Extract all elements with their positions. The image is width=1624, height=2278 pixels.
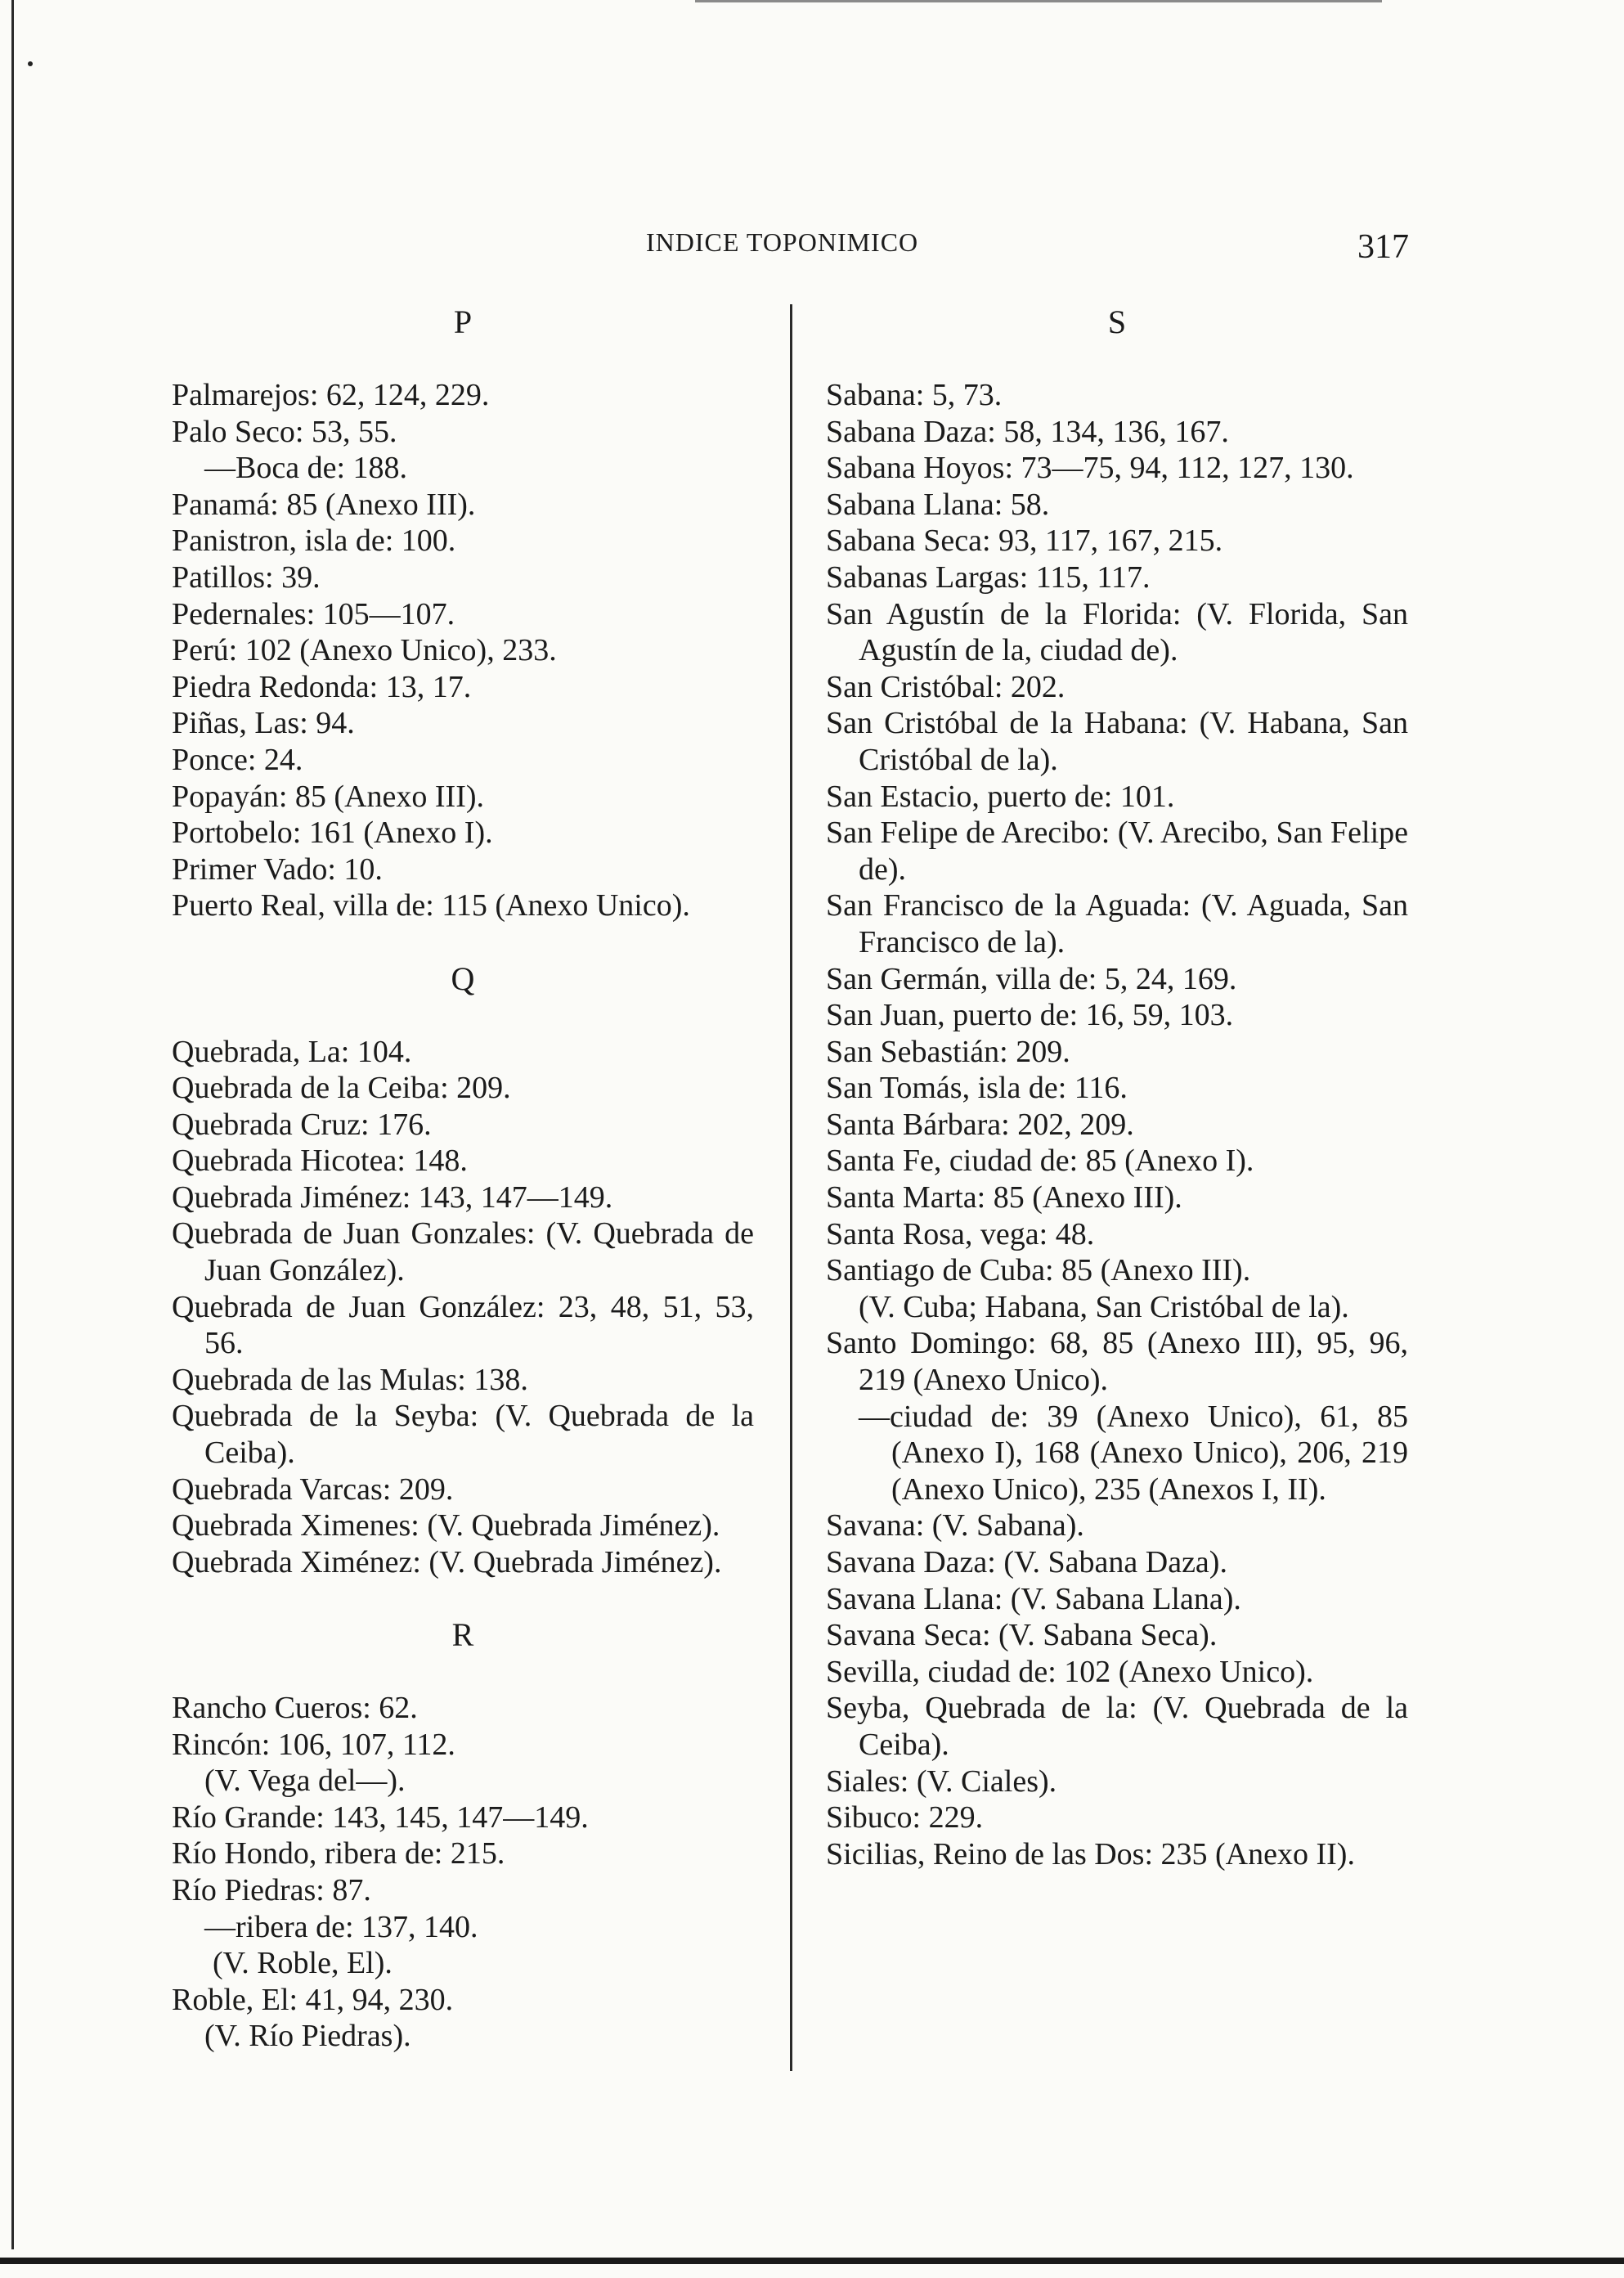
index-entry: Quebrada Jiménez: 143, 147—149. [172,1179,613,1215]
index-entry: Primer Vado: 10. [172,851,383,887]
column-divider [790,304,792,2071]
index-entry: Santa Fe, ciudad de: 85 (Anexo I). [826,1143,1254,1179]
index-entry: San Juan, puerto de: 16, 59, 103. [826,998,1234,1033]
top-edge-rule [695,0,1382,2]
index-entry: Santiago de Cuba: 85 (Anexo III). [826,1253,1251,1288]
index-entry: Savana Seca: (V. Sabana Seca). [826,1618,1218,1653]
index-entry: Quebrada de las Mulas: 138. [172,1362,528,1397]
index-entry: Santa Marta: 85 (Anexo III). [826,1180,1182,1215]
section-gap [172,924,754,961]
index-entry: Sabana Seca: 93, 117, 167, 215. [826,523,1223,559]
index-entry: Quebrada Ximénez: (V. Quebrada Jiménez). [172,1544,722,1579]
index-entry: Piñas, Las: 94. [172,706,355,741]
section-letter-q: Q [451,959,475,997]
index-entry: Sabana Hoyos: 73—75, 94, 112, 127, 130. [826,451,1354,486]
index-entry: Savana: (V. Sabana). [826,1508,1084,1543]
index-subentry: (V. Roble, El). [213,1946,393,1981]
index-entry: Río Hondo, ribera de: 215. [172,1836,505,1871]
index-entry: Quebrada Hicotea: 148. [172,1143,468,1179]
index-entry: Santa Rosa, vega: 48. [826,1216,1095,1251]
index-entry: Sabanas Largas: 115, 117. [826,559,1151,595]
right-index-column [826,304,1408,1872]
index-entry: Quebrada de Juan Gonzales: (V. Quebrada de Juan González). [172,1216,754,1288]
section-letter-r: R [451,1616,474,1653]
index-entry: San Sebastián: 209. [826,1034,1070,1069]
section-letter-s: S [1107,303,1127,340]
index-entry: San Cristóbal de la Habana: (V. Habana, San Cristóbal de la). [826,706,1408,777]
index-entry: Pedernales: 105—107. [172,596,455,631]
index-subentry: —ciudad de: 39 (Anexo Unico), 61, 85 (Anexo I), 168 (Anexo Unico), 206, 219 (Anexo Unico), 235 (Anexos I, II). [859,1399,1408,1507]
index-entry: Panamá: 85 (Anexo III). [172,487,476,522]
index-entry: San Germán, villa de: 5, 24, 169. [826,961,1237,996]
index-entry: Patillos: 39. [172,559,321,595]
index-entry: Ponce: 24. [172,742,303,777]
index-entry: Sevilla, ciudad de: 102 (Anexo Unico). [826,1654,1314,1689]
index-entry: San Francisco de la Aguada: (V. Aguada, San Francisco de la). [826,888,1408,959]
left-index-column [172,304,754,2055]
index-entry: Siales: (V. Ciales). [826,1764,1057,1799]
index-entry: Quebrada Varcas: 209. [172,1471,454,1507]
index-subentry: —ribera de: 137, 140. [204,1909,478,1944]
page-number: 317 [1357,228,1409,266]
index-entry: Portobelo: 161 (Anexo I). [172,815,493,851]
index-entry: Santo Domingo: 68, 85 (Anexo III), 95, 96, 219 (Anexo Unico). [826,1326,1408,1398]
index-entry: Quebrada Cruz: 176. [172,1107,432,1142]
index-entry: Sicilias, Reino de las Dos: 235 (Anexo II). [826,1836,1355,1871]
index-entry: San Felipe de Arecibo: (V. Arecibo, San Felipe de). [826,815,1408,887]
index-subentry: (V. Río Piedras). [204,2019,411,2054]
index-entry: Sibuco: 229. [826,1800,984,1835]
index-entry: Seyba, Quebrada de la: (V. Quebrada de la Ceiba). [826,1691,1408,1762]
index-entry: Rincón: 106, 107, 112. [172,1727,455,1762]
index-subentry: (V. Vega del—). [204,1764,406,1799]
section-letter-p: P [453,303,473,340]
index-entry: Piedra Redonda: 13, 17. [172,669,472,704]
section-gap [172,1580,754,1617]
index-entry: San Cristóbal: 202. [826,669,1065,704]
index-entry: Quebrada de la Ceiba: 209. [172,1071,511,1106]
index-entry: San Estacio, puerto de: 101. [826,779,1175,814]
index-entry: Panistron, isla de: 100. [172,523,456,559]
index-entry: Sabana Daza: 58, 134, 136, 167. [826,414,1229,449]
index-entry: Popayán: 85 (Anexo III). [172,779,485,814]
bottom-edge-rule [0,2258,1624,2264]
index-entry: Perú: 102 (Anexo Unico), 233. [172,633,557,668]
index-entry: Puerto Real, villa de: 115 (Anexo Unico). [172,888,690,923]
index-entry: San Tomás, isla de: 116. [826,1071,1128,1106]
index-entry: San Agustín de la Florida: (V. Florida, San Agustín de la, ciudad de). [826,596,1408,668]
index-entry: Palo Seco: 53, 55. [172,414,397,449]
index-entry: Santa Bárbara: 202, 209. [826,1107,1134,1142]
index-subentry: —Boca de: 188. [204,451,408,486]
index-entry: Savana Daza: (V. Sabana Daza). [826,1545,1227,1579]
index-entry: Savana Llana: (V. Sabana Llana). [826,1581,1241,1616]
index-entry: Roble, El: 41, 94, 230. [172,1982,454,2017]
index-entry: Sabana: 5, 73. [826,378,1003,412]
left-page-edge [11,0,14,2249]
index-entry: Quebrada de la Seyba: (V. Quebrada de la Ceiba). [172,1399,754,1471]
index-entry: Quebrada Ximenes: (V. Quebrada Jiménez). [172,1508,720,1543]
index-entry: Palmarejos: 62, 124, 229. [172,378,490,412]
running-head: INDICE TOPONIMICO [646,227,919,257]
index-entry: Río Grande: 143, 145, 147—149. [172,1799,589,1835]
index-entry: Sabana Llana: 58. [826,487,1050,522]
scan-speck [28,61,33,66]
index-subentry: (V. Cuba; Habana, San Cristóbal de la). [859,1289,1349,1324]
index-entry: Quebrada de Juan González: 23, 48, 51, 53, 56. [172,1289,754,1361]
index-entry: Río Piedras: 87. [172,1872,371,1907]
index-entry: Quebrada, La: 104. [172,1034,412,1069]
index-entry: Rancho Cueros: 62. [172,1691,418,1725]
